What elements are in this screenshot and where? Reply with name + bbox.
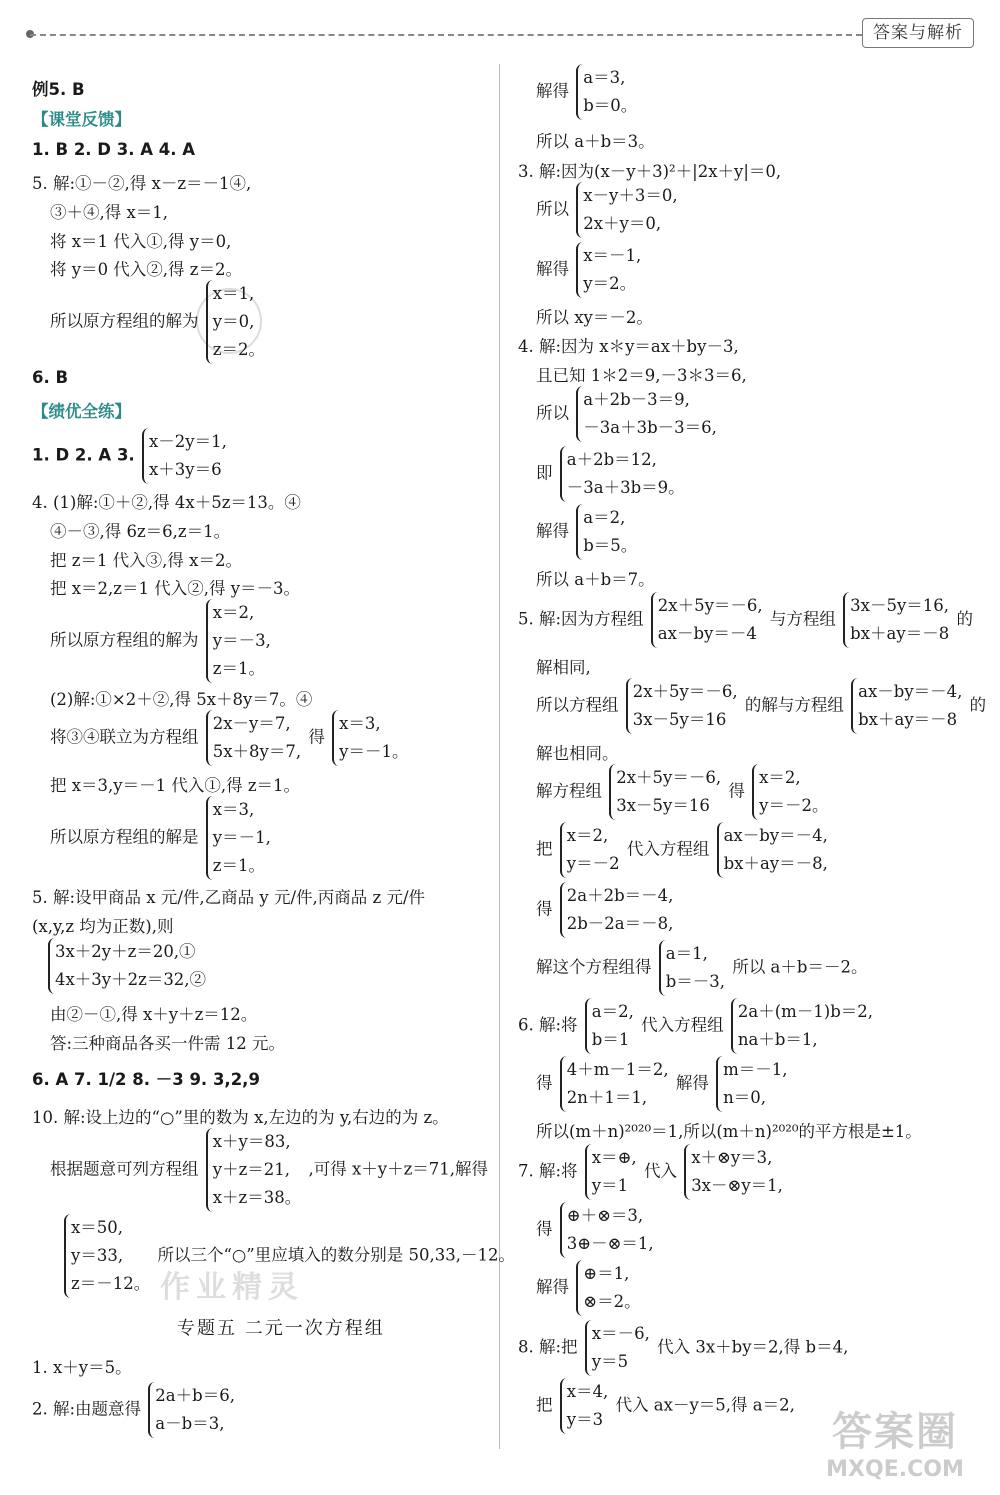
line-text: 把: [536, 1395, 553, 1415]
equation: z＝－12。: [71, 1274, 151, 1293]
equation-system: [576, 386, 717, 442]
equation-system: [585, 1144, 637, 1200]
equation-system: [585, 1320, 650, 1376]
answer-line: [32, 428, 229, 484]
equation: y＝－3,: [212, 631, 271, 650]
equation: b＝1: [591, 1030, 630, 1049]
equation-system: [48, 938, 206, 994]
watermark-logo-text: 答案圈: [832, 1409, 958, 1455]
equation: x＝2,: [566, 826, 609, 845]
equation: y＋z＝21,: [212, 1160, 291, 1179]
line-text: 代入方程组: [641, 1015, 724, 1035]
answer-line: 1. x＋y＝5。: [32, 1358, 132, 1377]
equation: x＝－1,: [583, 246, 642, 265]
equation-system: [560, 1202, 654, 1258]
equation-system: [560, 1378, 609, 1434]
header-rule: [30, 34, 862, 36]
equation: x＋⊗y＝3,: [691, 1148, 773, 1167]
equation-system: [651, 592, 763, 648]
line-text: 解得: [536, 1277, 569, 1297]
answer-line: [50, 280, 267, 364]
equation: z＝2。: [212, 340, 265, 359]
equation: ax－by＝－4,: [858, 682, 963, 701]
line-text: 代入 ax－y＝5,得 a＝2,: [615, 1395, 795, 1415]
answer-line: 10. 解:设上边的“○”里的数为 x,左边的为 y,右边的为 z。: [32, 1108, 449, 1127]
answer-line: [46, 938, 208, 994]
equation-system: [576, 242, 641, 298]
answer-line: 4. 解:因为 x＊y＝ax＋by－3,: [518, 337, 739, 356]
equation: ⊕＝1,: [583, 1264, 630, 1283]
answer-line: 6. B: [32, 368, 69, 387]
equation-system: [560, 446, 685, 502]
answer-line: [518, 998, 875, 1054]
equation: y＝33,: [71, 1246, 124, 1265]
equation: a＝3,: [583, 68, 626, 87]
answer-line: ③＋④,得 x＝1,: [50, 203, 169, 222]
answer-line: 1. B 2. D 3. A 4. A: [32, 140, 196, 159]
equation-system: [843, 592, 949, 648]
answer-line: [50, 1128, 488, 1212]
equation-system: [64, 1214, 150, 1298]
answer-line: [536, 940, 867, 996]
header-tag: 答案与解析: [862, 18, 974, 48]
answer-line: 把 x＝3,y＝－1 代入①,得 z＝1。: [50, 776, 301, 795]
equation: y＝2。: [583, 274, 637, 293]
answer-line: [536, 1378, 795, 1434]
answer-line: [50, 796, 273, 880]
equation: ⊗＝2。: [583, 1292, 641, 1311]
answer-line: 5. 解:设甲商品 x 元/件,乙商品 y 元/件,丙商品 z 元/件: [32, 888, 426, 907]
equation: －3a＋3b－3＝6,: [583, 418, 717, 437]
equation: 2a＋b＝6,: [155, 1386, 235, 1405]
equation-system: [332, 710, 408, 766]
line-text: 所以 a＋b＝－2。: [732, 957, 868, 977]
equation: a＋2b－3＝9,: [583, 390, 690, 409]
equation: z＝1。: [212, 856, 265, 875]
equation-system: [148, 1382, 235, 1438]
answer-line: [536, 446, 687, 502]
answer-line: 例5. B: [32, 80, 85, 99]
answer-line: [536, 882, 675, 938]
equation: a＝2,: [583, 508, 626, 527]
equation-system: [851, 678, 962, 734]
section-heading: 【课堂反馈】: [32, 110, 131, 129]
line-text: 得: [536, 899, 553, 919]
equation-system: [576, 504, 637, 560]
equation: y＝3: [566, 1410, 604, 1429]
equation: 2x＋5y＝－6,: [657, 596, 763, 615]
answer-line: 所以 a＋b＝7。: [536, 570, 655, 589]
equation: x＝2,: [759, 768, 801, 787]
line-text: 与方程组: [769, 609, 836, 629]
equation: 3x－5y＝16,: [850, 596, 950, 615]
equation: 3x＋2y＋z＝20,①: [55, 942, 196, 961]
equation-system: [576, 1260, 640, 1316]
line-text: 得: [308, 727, 325, 747]
line-text: 根据题意可列方程组: [50, 1159, 199, 1179]
equation: 3x－⊗y＝1,: [691, 1176, 783, 1195]
equation-system: [585, 998, 634, 1054]
line-text: 解方程组: [536, 781, 602, 801]
equation: 2a＋(m－1)b＝2,: [737, 1002, 874, 1021]
answer-line: [536, 1260, 643, 1316]
answer-line: 解相同,: [536, 658, 591, 677]
answer-line: 将 y＝0 代入②,得 z＝2。: [50, 260, 242, 279]
answer-line: 把 x＝2,z＝1 代入②,得 y＝－3。: [50, 579, 301, 598]
equation: 2x＋5y＝－6,: [616, 768, 722, 787]
equation: 5x＋8y＝7,: [212, 742, 302, 761]
line-text: 5. 解:因为方程组: [518, 609, 644, 629]
answer-line: 所以 xy＝－2。: [536, 308, 653, 327]
equation: m＝－1,: [723, 1060, 788, 1079]
answer-line: [536, 1056, 790, 1112]
line-text: 的: [956, 609, 973, 629]
equation: x＝2,: [212, 603, 255, 622]
watermark-logo-url: MXQE.COM: [826, 1457, 964, 1482]
line-text: 把: [536, 839, 553, 859]
equation: x－2y＝1,: [148, 432, 227, 451]
answer-line: [536, 386, 719, 442]
equation-system: [626, 678, 738, 734]
equation-system: [206, 280, 265, 364]
equation-system: [717, 822, 828, 878]
section-heading: 【绩优全练】: [32, 402, 131, 421]
watermark-text: 作业精灵: [160, 1270, 304, 1305]
line-text: 的: [969, 695, 987, 715]
equation: x＝1,: [212, 284, 255, 303]
equation: x＝⊕,: [591, 1148, 637, 1167]
answer-line: 4. (1)解:①＋②,得 4x＋5z＝13。④: [32, 493, 301, 512]
line-text: 得: [536, 1073, 553, 1093]
equation-system: [560, 882, 674, 938]
answer-line: 把 z＝1 代入③,得 x＝2。: [50, 551, 242, 570]
answer-line: (2)解:①×2＋②,得 5x＋8y＝7。④: [50, 690, 313, 709]
line-text: ,可得 x＋y＋z＝71,解得: [308, 1159, 489, 1179]
answer-line: [536, 504, 639, 560]
line-text: 8. 解:把: [518, 1337, 578, 1357]
line-text: 6. 解:将: [518, 1015, 578, 1035]
answer-line: [50, 710, 410, 766]
equation: x－y＋3＝0,: [583, 186, 678, 205]
answer-line: [536, 182, 680, 238]
equation: x＝4,: [566, 1382, 609, 1401]
equation: ⊕＋⊗＝3,: [566, 1206, 644, 1225]
line-text: 解得: [536, 81, 569, 101]
equation-system: [560, 1056, 669, 1112]
answer-line: [536, 64, 639, 120]
equation: y＝－2: [566, 854, 620, 873]
line-text: 得: [536, 1219, 553, 1239]
line-text: 1. D 2. A 3.: [32, 445, 135, 465]
chapter-title: 专题五 二元一次方程组: [177, 1318, 385, 1339]
equation-system: [206, 599, 271, 683]
equation-system: [142, 428, 227, 484]
equation: bx＋ay＝－8: [850, 624, 950, 643]
answer-line: [518, 592, 973, 648]
equation-system: [576, 182, 677, 238]
equation: 2x－y＝7,: [212, 714, 291, 733]
equation: ax－by＝－4,: [723, 826, 828, 845]
watermark-logo: [820, 1400, 970, 1480]
line-text: 解得: [675, 1073, 709, 1093]
equation: na＋b＝1,: [737, 1030, 818, 1049]
line-text: 所以三个“○”里应填入的数分别是 50,33,－12。: [157, 1245, 515, 1265]
equation: 2x＋y＝0,: [583, 214, 662, 233]
answer-line: [518, 1144, 785, 1200]
answer-line: (x,y,z 均为正数),则: [32, 917, 174, 936]
answer-line: 5. 解:①－②,得 x－z＝－1④,: [32, 174, 252, 193]
line-text: 所以原方程组的解为: [50, 630, 199, 650]
equation: z＝1。: [212, 659, 265, 678]
equation-system: [206, 710, 301, 766]
line-text: 代入方程组: [626, 839, 710, 859]
equation: 3x－5y＝16: [632, 710, 727, 729]
equation: x＝50,: [71, 1218, 124, 1237]
equation-system: [206, 796, 271, 880]
line-text: 2. 解:由题意得: [32, 1399, 142, 1419]
answer-line: [536, 1202, 656, 1258]
line-text: 代入: [643, 1161, 677, 1181]
line-text: 解得: [536, 521, 569, 541]
answer-line: [518, 1320, 848, 1376]
equation: y＝5: [591, 1352, 629, 1371]
answer-line: [536, 822, 830, 878]
equation: y＝－1。: [339, 742, 409, 761]
equation-system: [206, 1128, 302, 1212]
equation: x＋3y＝6: [148, 460, 222, 479]
line-text: 所以方程组: [536, 695, 619, 715]
equation-system: [576, 64, 637, 120]
equation: a－b＝3,: [155, 1414, 225, 1433]
line-text: 即: [536, 463, 553, 483]
equation: 2n＋1＝1,: [566, 1088, 648, 1107]
equation-system: [731, 998, 873, 1054]
answer-line: 6. A 7. 1/2 8. －3 9. 3,2,9: [32, 1070, 260, 1089]
answer-line: 将 x＝1 代入①,得 y＝0,: [50, 232, 232, 251]
answer-line: [536, 764, 830, 820]
equation: b＝0。: [583, 96, 638, 115]
equation: x＋z＝38。: [212, 1188, 302, 1207]
answer-line: 由②－①,得 x＋y＋z＝12。: [50, 1005, 258, 1024]
equation: 3x－5y＝16: [616, 796, 710, 815]
equation-system: [659, 940, 725, 996]
line-text: 所以原方程组的解是: [50, 827, 199, 847]
equation: y＝0,: [212, 312, 255, 331]
equation: 4＋m－1＝2,: [566, 1060, 669, 1079]
equation-system: [752, 764, 828, 820]
equation: a＋2b＝12,: [566, 450, 657, 469]
answer-line: ④－③,得 6z＝6,z＝1。: [50, 522, 231, 541]
equation: 2b－2a＝－8,: [566, 914, 674, 933]
equation: y＝－1,: [212, 828, 271, 847]
equation: bx＋ay＝－8: [858, 710, 958, 729]
answer-line: 所以 a＋b＝3。: [536, 132, 655, 151]
line-text: 得: [728, 781, 745, 801]
equation-system: [560, 822, 620, 878]
answer-line: [32, 1382, 237, 1438]
equation-system: [609, 764, 721, 820]
line-text: 解得: [536, 259, 569, 279]
equation: 3⊕－⊗＝1,: [566, 1234, 654, 1253]
answer-line: 且已知 1＊2＝9,－3＊3＝6,: [536, 366, 747, 385]
equation: y＝1: [591, 1176, 629, 1195]
equation: a＝1,: [665, 944, 708, 963]
equation: y＝－2。: [759, 796, 829, 815]
line-text: 所以原方程组的解为: [50, 311, 199, 331]
line-text: 解这个方程组得: [536, 957, 652, 977]
equation-system: [716, 1056, 787, 1112]
equation: b＝5。: [583, 536, 638, 555]
answer-line: [536, 678, 986, 734]
line-text: 所以: [536, 403, 569, 423]
answer-line: 3. 解:因为(x－y＋3)²＋|2x＋y|＝0,: [518, 162, 782, 181]
equation: x＝3,: [212, 800, 255, 819]
equation: 2x＋5y＝－6,: [632, 682, 738, 701]
equation: a＝2,: [591, 1002, 634, 1021]
answer-line: 所以(m＋n)²⁰²⁰＝1,所以(m＋n)²⁰²⁰的平方根是±1。: [536, 1122, 922, 1141]
line-text: 代入 3x＋by＝2,得 b＝4,: [657, 1337, 849, 1357]
answer-line: [62, 1214, 515, 1298]
line-text: 7. 解:将: [518, 1161, 578, 1181]
equation: bx＋ay＝－8,: [723, 854, 828, 873]
equation: x＋y＝83,: [212, 1132, 291, 1151]
answer-line: [536, 242, 643, 298]
line-text: 将③④联立为方程组: [50, 727, 199, 747]
equation: x＝3,: [339, 714, 381, 733]
answer-line: 答:三种商品各买一件需 12 元。: [50, 1034, 286, 1053]
equation: ax－by＝－4: [657, 624, 757, 643]
equation: b＝－3,: [665, 972, 726, 991]
answer-line: [50, 599, 273, 683]
equation: 2a＋2b＝－4,: [566, 886, 674, 905]
line-text: 所以: [536, 199, 569, 219]
line-text: 的解与方程组: [744, 695, 844, 715]
answer-line: 解也相同。: [536, 744, 619, 763]
equation: x＝－6,: [591, 1324, 650, 1343]
equation: n＝0,: [723, 1088, 767, 1107]
equation: 4x＋3y＋2z＝32,②: [55, 970, 207, 989]
equation-system: [684, 1144, 783, 1200]
equation: －3a＋3b＝9。: [566, 478, 685, 497]
